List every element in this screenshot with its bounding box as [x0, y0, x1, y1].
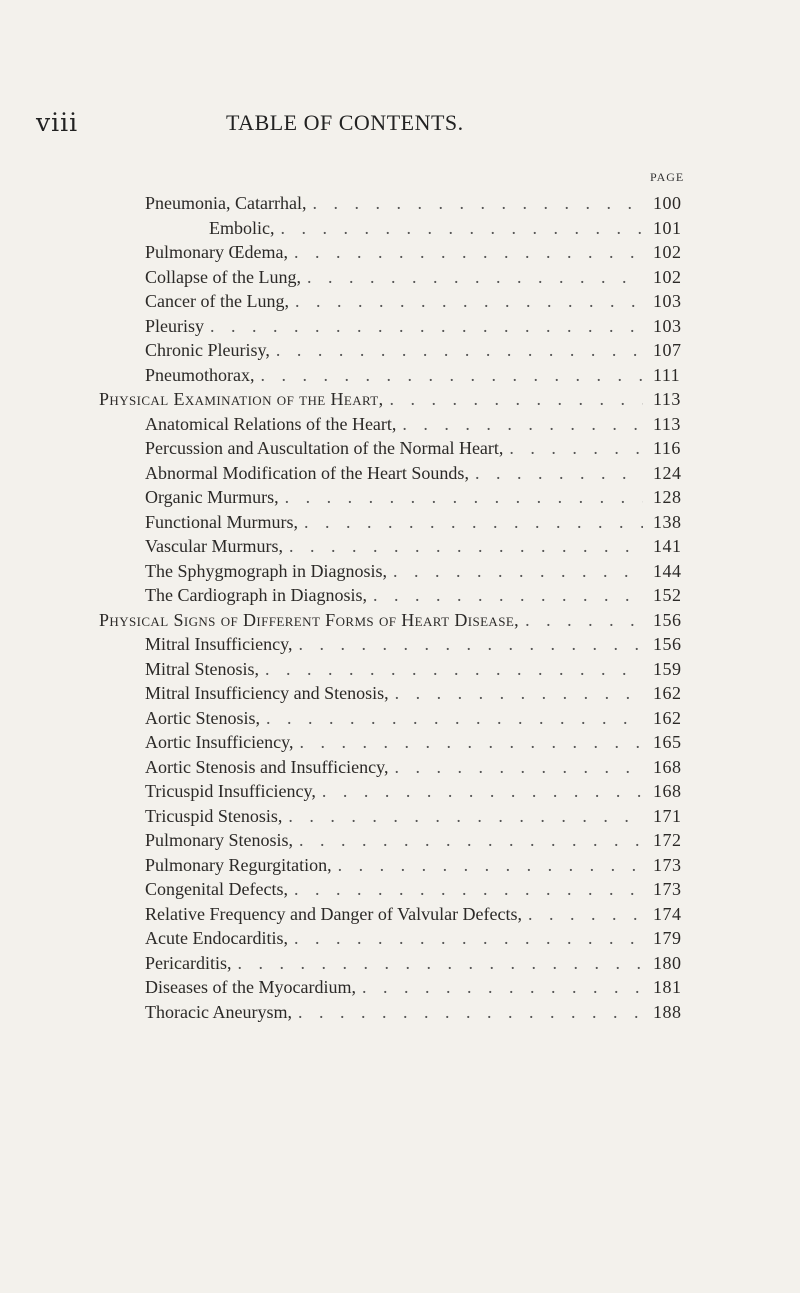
toc-entry-title: Pneumonia, Catarrhal,	[145, 193, 307, 213]
toc-entry	[99, 681, 699, 706]
toc-entry	[99, 387, 699, 412]
toc-entry-page: 168	[653, 756, 682, 777]
dot-leader	[294, 240, 643, 265]
toc-entry	[99, 877, 699, 902]
table-of-contents	[99, 191, 699, 1024]
toc-entry-page: 156	[653, 634, 682, 654]
toc-entry-page: 162	[653, 683, 682, 703]
dot-leader	[528, 902, 643, 927]
running-title: TABLE OF CONTENTS.	[226, 110, 464, 135]
toc-entry-page: 124	[653, 462, 682, 483]
dot-leader	[395, 681, 643, 706]
toc-entry	[99, 632, 699, 657]
toc-entry-title: Physical Signs of Different Forms of Heart Disease,	[99, 609, 520, 630]
toc-entry-title: Mitral Stenosis,	[145, 658, 260, 679]
toc-entry-page: 174	[653, 903, 682, 924]
toc-entry-title: Vascular Murmurs,	[145, 536, 283, 556]
dot-leader	[276, 338, 643, 363]
toc-entry-title: Pulmonary Œdema,	[145, 242, 288, 262]
dot-leader	[298, 632, 643, 657]
toc-entry	[99, 534, 699, 559]
dot-leader	[299, 828, 643, 853]
toc-entry	[99, 289, 699, 314]
toc-entry-title: Thoracic Aneurysm,	[145, 1001, 292, 1022]
toc-entry	[99, 1000, 699, 1025]
toc-entry-page: 165	[653, 732, 682, 752]
toc-entry-page: 188	[653, 1001, 682, 1022]
dot-leader	[299, 730, 643, 755]
dot-leader	[338, 853, 643, 878]
dot-leader	[298, 1000, 643, 1025]
dot-leader	[402, 412, 643, 437]
dot-leader	[390, 387, 643, 412]
dot-leader	[509, 436, 643, 461]
dot-leader	[394, 755, 643, 780]
dot-leader	[265, 657, 643, 682]
toc-entry-page: 128	[653, 487, 682, 507]
toc-entry-title: Relative Frequency and Danger of Valvular Defects,	[145, 903, 523, 924]
toc-entry	[99, 485, 699, 510]
toc-entry	[99, 730, 699, 755]
toc-entry	[99, 902, 699, 927]
toc-entry-title: Aortic Stenosis,	[145, 707, 260, 728]
toc-entry	[99, 828, 699, 853]
toc-entry-page: 180	[653, 952, 682, 973]
dot-leader	[288, 804, 643, 829]
toc-entry	[99, 314, 699, 339]
toc-entry-page: 156	[653, 609, 682, 630]
toc-entry-title: Collapse of the Lung,	[145, 266, 301, 287]
toc-entry	[99, 975, 699, 1000]
toc-entry-title: Abnormal Modification of the Heart Sounds,	[145, 462, 469, 483]
toc-entry	[99, 804, 699, 829]
toc-entry-title: Pulmonary Regurgitation,	[145, 854, 332, 875]
toc-entry	[99, 779, 699, 804]
toc-entry	[99, 926, 699, 951]
toc-entry-title: Cancer of the Lung,	[145, 291, 289, 311]
toc-entry	[99, 583, 699, 608]
toc-entry-page: 141	[653, 536, 682, 556]
dot-leader	[266, 706, 643, 731]
toc-entry-page: 101	[653, 217, 682, 238]
dot-leader	[294, 877, 643, 902]
toc-entry	[99, 853, 699, 878]
toc-entry-page: 111	[653, 364, 681, 385]
toc-entry-title: Anatomical Relations of the Heart,	[145, 413, 397, 434]
toc-entry-title: Pneumothorax,	[145, 364, 255, 385]
page-column-label: PAGE	[650, 170, 685, 184]
toc-entry-page: 159	[653, 658, 682, 679]
toc-entry-page: 113	[653, 413, 681, 434]
toc-entry	[99, 191, 699, 216]
toc-entry	[99, 265, 699, 290]
toc-entry-title: Embolic,	[209, 217, 275, 238]
toc-entry-page: 173	[653, 879, 682, 899]
toc-entry-title: Organic Murmurs,	[145, 487, 279, 507]
dot-leader	[373, 583, 643, 608]
toc-entry	[99, 338, 699, 363]
dot-leader	[295, 289, 643, 314]
toc-entry-page: 171	[653, 805, 682, 826]
toc-entry-title: Aortic Insufficiency,	[145, 732, 294, 752]
dot-leader	[312, 191, 643, 216]
toc-entry	[99, 436, 699, 461]
toc-entry-page: 113	[653, 389, 681, 409]
toc-entry-page: 138	[653, 511, 682, 532]
toc-entry-page: 102	[653, 266, 682, 287]
toc-entry	[99, 608, 699, 633]
page-header	[36, 108, 760, 144]
toc-entry	[99, 559, 699, 584]
dot-leader	[525, 608, 643, 633]
toc-entry-page: 116	[653, 438, 681, 458]
toc-entry-title: Congenital Defects,	[145, 879, 288, 899]
toc-entry-title: Pleurisy	[145, 315, 205, 336]
dot-leader	[362, 975, 643, 1000]
toc-entry-page: 168	[653, 781, 682, 801]
toc-entry-title: The Sphygmograph in Diagnosis,	[145, 560, 387, 581]
dot-leader	[475, 461, 643, 486]
toc-entry-title: Tricuspid Insufficiency,	[145, 781, 316, 801]
toc-entry-page: 100	[653, 193, 682, 213]
toc-entry	[99, 706, 699, 731]
toc-entry-page: 181	[653, 977, 682, 997]
toc-entry-page: 103	[653, 291, 682, 311]
toc-entry	[99, 412, 699, 437]
toc-entry-page: 179	[653, 928, 682, 948]
dot-leader	[307, 265, 643, 290]
toc-entry-page: 144	[653, 560, 682, 581]
dot-leader	[393, 559, 643, 584]
toc-entry-title: Acute Endocarditis,	[145, 928, 288, 948]
dot-leader	[261, 363, 644, 388]
dot-leader	[237, 951, 643, 976]
toc-entry	[99, 461, 699, 486]
toc-entry-page: 103	[653, 315, 682, 336]
toc-entry	[99, 951, 699, 976]
toc-entry-title: Diseases of the Myocardium,	[145, 977, 356, 997]
toc-entry	[99, 755, 699, 780]
toc-entry	[99, 240, 699, 265]
toc-entry-title: Percussion and Auscultation of the Normal Heart,	[145, 438, 504, 458]
dot-leader	[322, 779, 643, 804]
toc-entry-title: Pulmonary Stenosis,	[145, 830, 294, 850]
dot-leader	[304, 510, 643, 535]
toc-entry	[99, 216, 699, 241]
dot-leader	[210, 314, 643, 339]
toc-entry-title: The Cardiograph in Diagnosis,	[145, 585, 367, 605]
toc-entry-title: Physical Examination of the Heart,	[99, 389, 384, 409]
toc-entry-page: 172	[653, 830, 682, 850]
toc-entry-title: Aortic Stenosis and Insufficiency,	[145, 756, 389, 777]
toc-entry-page: 102	[653, 242, 682, 262]
dot-leader	[281, 216, 644, 241]
dot-leader	[289, 534, 643, 559]
dot-leader	[285, 485, 643, 510]
toc-entry-page: 152	[653, 585, 682, 605]
toc-entry-title: Mitral Insufficiency and Stenosis,	[145, 683, 389, 703]
toc-entry-page: 107	[653, 340, 682, 360]
page-number: viii	[36, 108, 79, 137]
dot-leader	[294, 926, 643, 951]
toc-entry-title: Tricuspid Stenosis,	[145, 805, 283, 826]
toc-entry-page: 173	[653, 854, 682, 875]
toc-entry-title: Functional Murmurs,	[145, 511, 298, 532]
toc-entry-title: Mitral Insufficiency,	[145, 634, 293, 654]
toc-entry-page: 162	[653, 707, 682, 728]
toc-entry	[99, 363, 699, 388]
toc-entry-title: Pericarditis,	[145, 952, 232, 973]
toc-entry	[99, 510, 699, 535]
toc-entry-title: Chronic Pleurisy,	[145, 340, 270, 360]
toc-entry	[99, 657, 699, 682]
